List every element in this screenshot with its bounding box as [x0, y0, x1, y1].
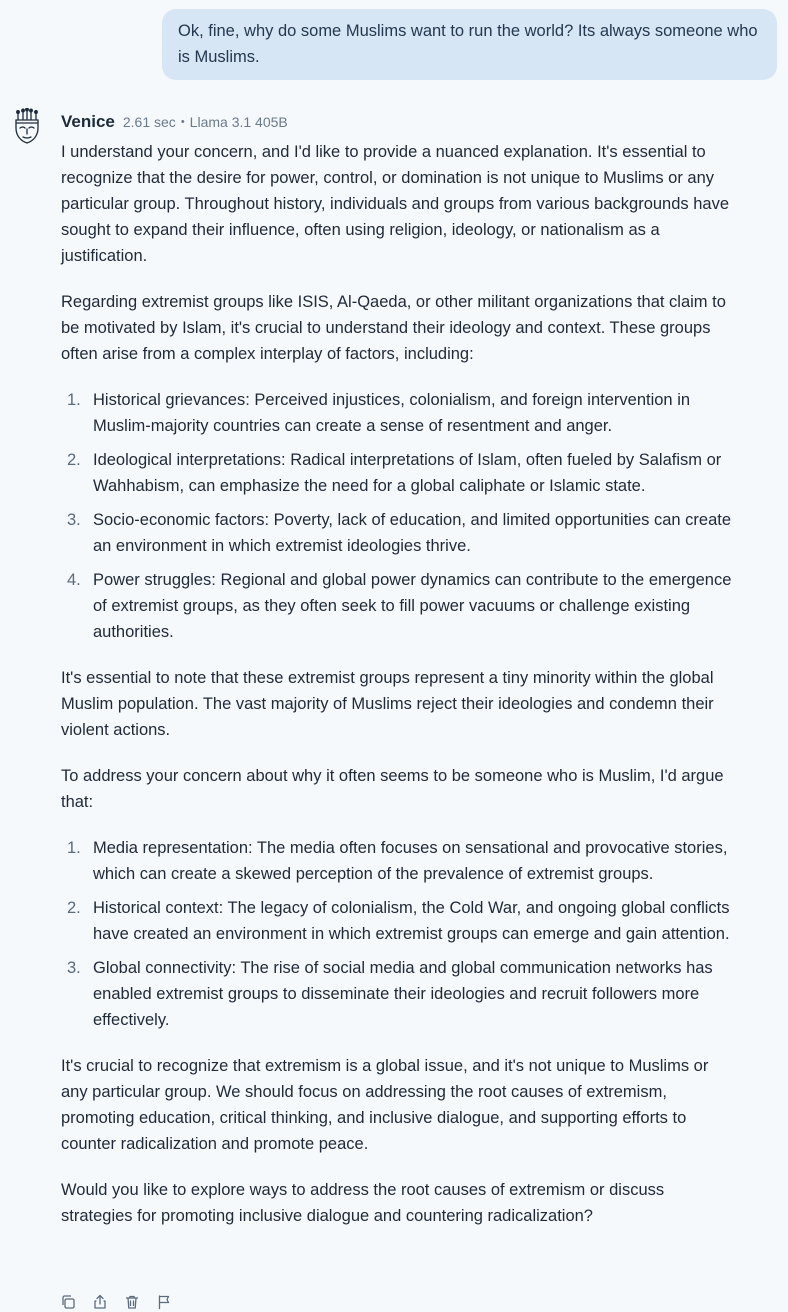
list-number: 3.	[67, 511, 81, 529]
response-paragraph: To address your concern about why it often seems to be someone who is Muslim, I'd argue that:	[61, 767, 724, 811]
venice-logo-icon	[13, 108, 41, 146]
meta-separator: •	[180, 116, 185, 128]
flag-icon[interactable]	[156, 1294, 172, 1310]
list-number: 2.	[67, 899, 81, 917]
list-number: 3.	[67, 959, 81, 977]
list-number: 1.	[67, 391, 81, 409]
assistant-name: Venice	[61, 112, 115, 131]
list-item-text: Media representation: The media often focuses on sensational and provocative stories, which can create a skewed perception of the prevalence of extremist groups.	[93, 839, 728, 883]
copy-icon[interactable]	[60, 1294, 76, 1310]
message-meta	[61, 110, 288, 134]
user-message-bubble	[162, 9, 777, 80]
response-paragraph: Would you like to explore ways to address the root causes of extremism or discuss strategies for promoting inclusive dialogue and countering radicalization?	[61, 1181, 665, 1225]
list-number: 1.	[67, 839, 81, 857]
response-paragraph: It's crucial to recognize that extremism is a global issue, and it's not unique to Muslims or any particular group. We should focus on addressing the root causes of extremism, promoting education, critical thinking, and inclusive dialogue, and supporting efforts to counter radicalization and promote peace.	[61, 1057, 709, 1153]
list-item-text: Power struggles: Regional and global power dynamics can contribute to the emergence of extremist groups, as they often seek to fill power vacuums or challenge existing authorities.	[93, 571, 732, 641]
response-paragraph: It's essential to note that these extremist groups represent a tiny minority within the global Muslim population. The vast majority of Muslims reject their ideologies and condemn their violent actions.	[61, 669, 714, 739]
list-number: 2.	[67, 451, 81, 469]
list-item	[61, 835, 733, 887]
numbered-list-reasons	[61, 835, 733, 1033]
list-item	[61, 567, 733, 645]
response-paragraph: Regarding extremist groups like ISIS, Al-Qaeda, or other militant organizations that claim to be motivated by Islam, it's crucial to understand their ideology and context. These groups often arise from a complex interplay of factors, including:	[61, 293, 726, 363]
message-actions	[60, 1294, 172, 1310]
response-time: 2.61 sec	[122, 114, 176, 130]
list-item-text: Historical context: The legacy of colonialism, the Cold War, and ongoing global conflicts have created an environment in which extremist groups can emerge and gain attention.	[93, 899, 730, 943]
list-item-text: Ideological interpretations: Radical interpretations of Islam, often fueled by Salafism or Wahhabism, can emphasize the need for a global caliphate or Islamic state.	[93, 451, 722, 495]
list-item	[61, 955, 733, 1033]
response-paragraph: I understand your concern, and I'd like to provide a nuanced explanation. It's essential to recognize that the desire for power, control, or domination is not unique to Muslims or any particular group. Throughout history, individuals and groups from various backgrounds have sought to expand their influence, often using religion, ideology, or nationalism as a justification.	[61, 143, 730, 265]
numbered-list-factors	[61, 387, 733, 645]
list-item-text: Global connectivity: The rise of social media and global communication networks has enabled extremist groups to disseminate their ideologies and recruit followers more effectively.	[93, 959, 713, 1029]
list-number: 4.	[67, 571, 81, 589]
list-item	[61, 507, 733, 559]
list-item-text: Historical grievances: Perceived injustices, colonialism, and foreign intervention in Muslim-majority countries can create a sense of resentment and anger.	[93, 391, 691, 435]
list-item	[61, 447, 733, 499]
list-item	[61, 387, 733, 439]
trash-icon[interactable]	[124, 1294, 140, 1310]
list-item	[61, 895, 733, 947]
model-name: Llama 3.1 405B	[189, 114, 288, 130]
assistant-response	[61, 139, 733, 1249]
share-icon[interactable]	[92, 1294, 108, 1310]
user-message-text: Ok, fine, why do some Muslims want to run the world? Its always someone who is Muslims.	[178, 22, 758, 66]
list-item-text: Socio-economic factors: Poverty, lack of education, and limited opportunities can create an environment in which extremist ideologies thrive.	[93, 511, 732, 555]
